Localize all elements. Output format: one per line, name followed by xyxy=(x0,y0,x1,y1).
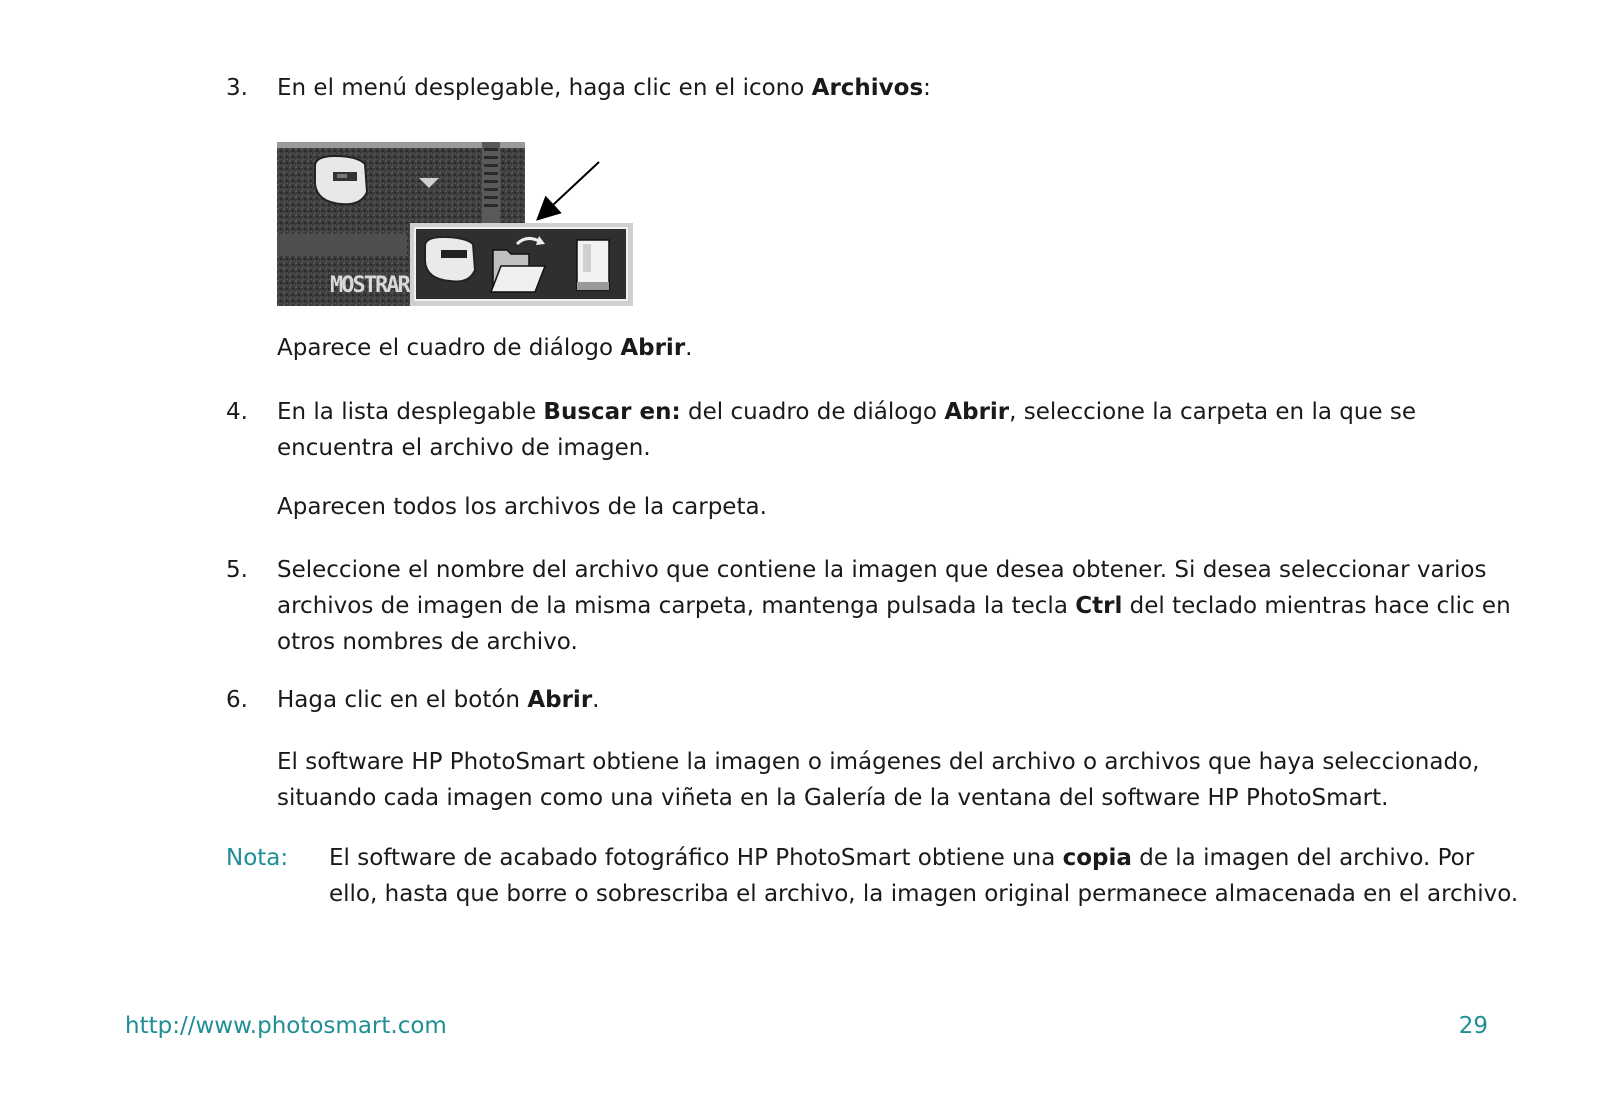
step-3-result xyxy=(277,330,1527,366)
document-icon[interactable] xyxy=(577,240,609,290)
step-bold-term: Abrir xyxy=(944,399,1010,425)
step-bold-term: Abrir xyxy=(527,687,593,713)
note-bold-term: copia xyxy=(1062,845,1132,871)
result-text-part: Aparece el cuadro de diálogo xyxy=(277,335,621,361)
step-3 xyxy=(226,70,1526,106)
step-5 xyxy=(226,552,1526,660)
result-text-part: . xyxy=(685,335,693,361)
step-text-part: En la lista desplegable xyxy=(277,399,544,425)
step-text xyxy=(277,682,1526,718)
step-text-part: del cuadro de diálogo xyxy=(680,399,945,425)
note-text-part: de la imagen del archivo. Por ello, hasta que borre o sobrescriba el archivo, la imagen original permanece almacenada en el archivo. xyxy=(329,845,1519,907)
step-6 xyxy=(226,682,1526,718)
step-number: 3. xyxy=(226,75,248,101)
step-bold-term: Archivos xyxy=(811,75,924,101)
step-number: 4. xyxy=(226,399,248,425)
step-bold-term: Ctrl xyxy=(1075,593,1123,619)
step-text-part: , seleccione la carpeta en la que se encuentra el archivo de imagen. xyxy=(277,399,1417,461)
step-text xyxy=(277,394,1526,466)
step-text-part: del teclado mientras hace clic en otros nombres de archivo. xyxy=(277,593,1511,655)
step-text xyxy=(277,552,1526,660)
step-text-part: . xyxy=(592,687,600,713)
step-6-result: El software HP PhotoSmart obtiene la imagen o imágenes del archivo o archivos que haya seleccionado, situando cada imagen como una viñeta en la Galería de la ventana del software HP PhotoSmart. xyxy=(277,749,1480,811)
note xyxy=(226,840,1526,912)
step-number: 6. xyxy=(226,687,248,713)
step-4 xyxy=(226,394,1526,466)
step-bold-term: Buscar en: xyxy=(543,399,681,425)
step-number: 5. xyxy=(226,557,248,583)
result-bold-term: Abrir xyxy=(620,335,686,361)
scanner-icon xyxy=(315,156,367,204)
note-text xyxy=(329,840,1526,912)
pointer-arrow xyxy=(539,162,599,218)
footer-url-link[interactable]: http://www.photosmart.com xyxy=(125,1013,447,1039)
step-text-part: En el menú desplegable, haga clic en el icono xyxy=(277,75,812,101)
step-text-part: : xyxy=(923,75,931,101)
step-text xyxy=(277,70,1526,106)
note-label: Nota: xyxy=(226,845,289,871)
page-number: 29 xyxy=(1458,1013,1488,1039)
step-text-part: Haga clic en el botón xyxy=(277,687,528,713)
menu-screenshot xyxy=(277,142,633,306)
note-text-part: El software de acabado fotográfico HP PhotoSmart obtiene una xyxy=(329,845,1063,871)
mostrar-label: MOSTRAR xyxy=(330,273,409,298)
step-4-result: Aparecen todos los archivos de la carpeta. xyxy=(277,494,767,520)
step-text-part: Seleccione el nombre del archivo que contiene la imagen que desea obtener. Si desea seleccionar varios archivos de imagen de la misma carpeta, mantenga pulsada la tecla xyxy=(277,557,1487,619)
popup-scanner-icon[interactable] xyxy=(425,237,475,282)
